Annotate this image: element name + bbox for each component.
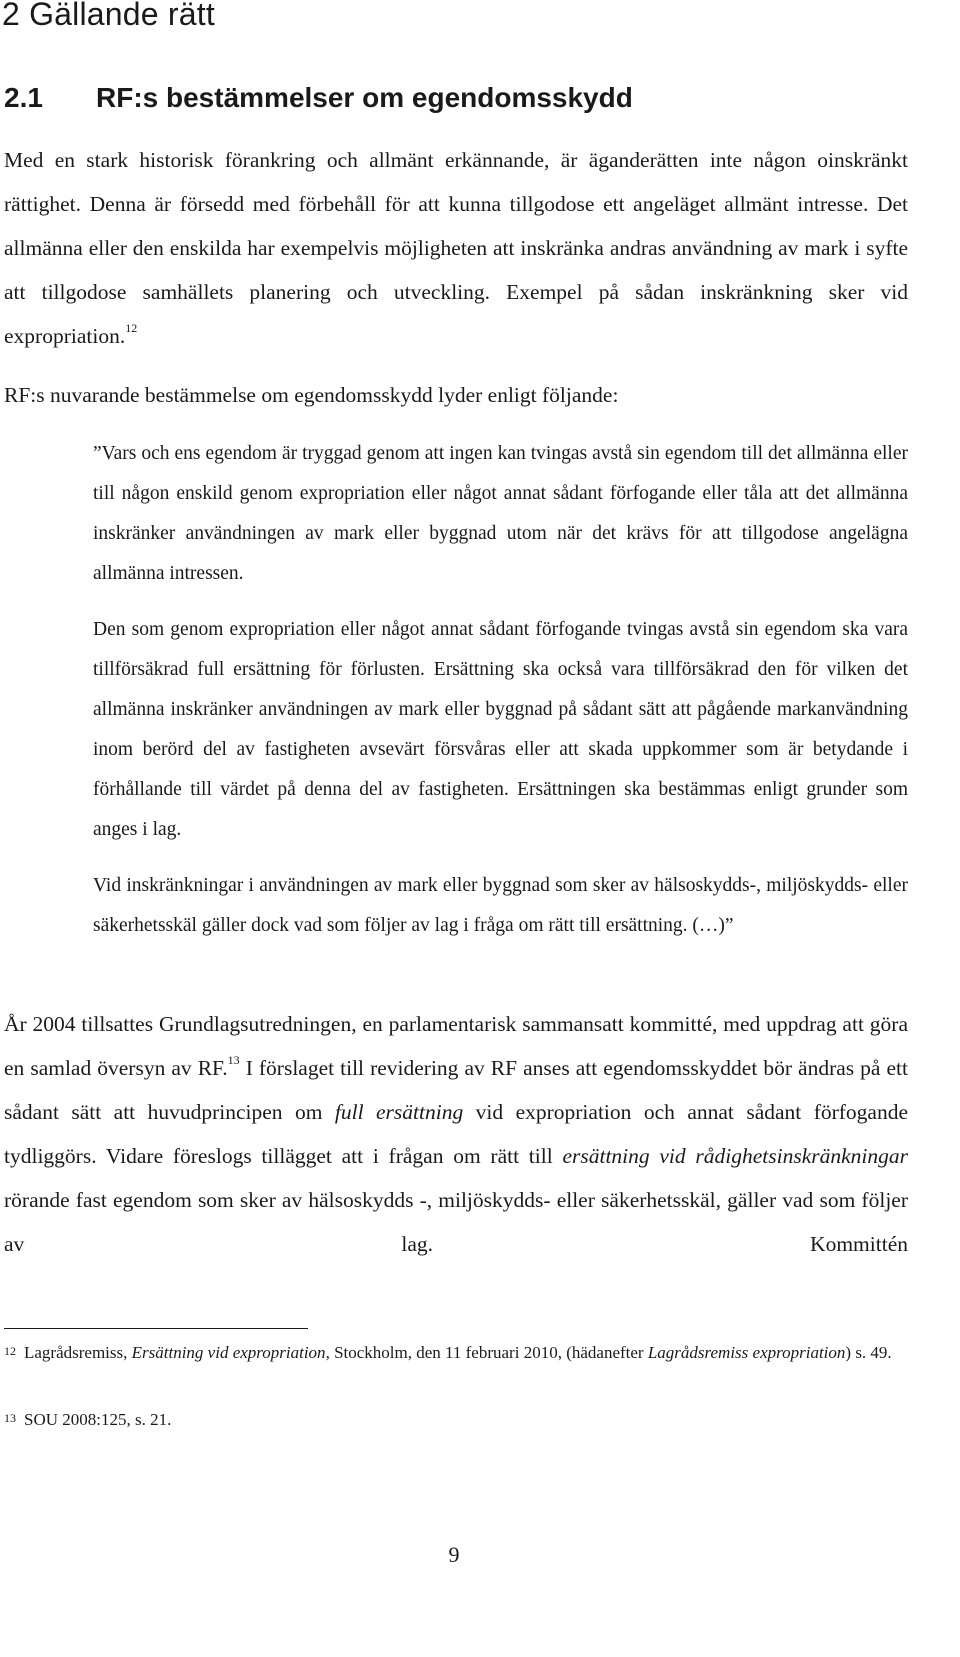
footnote-text-b: , Stockholm, den 11 februari 2010, (hädanefter xyxy=(325,1343,648,1362)
quote-paragraph-3: Vid inskränkningar i användningen av mark eller byggnad som sker av hälsoskydds-, miljöskydds- eller säkerhetsskäl gäller dock vad som följer av lag i fråga om rätt till ersättning. (…)” xyxy=(93,875,908,936)
footnote-text-c: ) s. 49. xyxy=(845,1343,892,1362)
body-paragraph-3 xyxy=(4,1002,908,1266)
footnote-13 xyxy=(4,1408,908,1433)
section-title: RF:s bestämmelser om egendomsskydd xyxy=(96,82,633,113)
emphasis-ersattning-radighet: ersättning vid rådighetsinskränkningar xyxy=(562,1144,909,1168)
body-paragraph-1 xyxy=(4,138,908,358)
quote-paragraph-2: Den som genom expropriation eller något annat sådant förfogande tvingas avstå sin egendom ska vara tillförsäkrad full ersättning för förlusten. Ersättning ska också vara tillförsäkrad den för vilken det allmänna inskränker användningen av mark eller byggnad på sådant sätt att pågående markanvändning inom berörd del av fastigheten avsevärt försvåras eller att skada uppkommer som är betydande i förhållande till värdet på denna del av fastigheten. Ersättningen ska bestämmas enligt grunder som anges i lag. xyxy=(93,619,908,840)
footnote-text: SOU 2008:125, s. 21. xyxy=(24,1410,172,1429)
quote-paragraph-1: ”Vars och ens egendom är tryggad genom att ingen kan tvingas avstå sin egendom till det allmänna eller till någon enskild genom expropriation eller något annat sådant förfogande eller tåla att det allmänna inskränker användningen av mark eller byggnad utom när det krävs för att tillgodose angelägna allmänna intressen. xyxy=(93,443,908,584)
body-paragraph-2: RF:s nuvarande bestämmelse om egendomsskydd lyder enligt följande: xyxy=(4,383,619,407)
section-number: 2.1 xyxy=(4,82,43,113)
paragraph-text-c: vid expropriation och annat sådant förfogande tydliggörs. Vidare föreslogs tillägget att i frågan om rätt till xyxy=(4,1100,909,1168)
footnote-number: 12 xyxy=(4,1344,16,1358)
section-heading xyxy=(4,80,633,116)
footnote-number: 13 xyxy=(4,1411,16,1425)
emphasis-full-ersattning: full ersättning xyxy=(334,1100,464,1124)
footnote-ref-13: 13 xyxy=(227,1052,240,1067)
page-number: 9 xyxy=(448,1542,460,1567)
paragraph-text: Med en stark historisk förankring och allmänt erkännande, är äganderätten inte någon oinskränkt rättighet. Denna är försedd med förbehåll för att kunna tillgodose ett angeläget allmänt intresse. Det allmänna eller den enskilda har exempelvis möjligheten att inskränka andras användning av mark i syfte att tillgodose samhällets planering och utveckling. Exempel på sådan inskränkning sker vid expropriation. xyxy=(4,148,908,348)
chapter-heading: 2 Gällande rätt xyxy=(2,0,215,32)
footnote-short-title-emphasis: Lagrådsremiss expropriation xyxy=(647,1343,846,1362)
footnote-title-emphasis: Ersättning vid expropriation xyxy=(131,1343,326,1362)
paragraph-text-a: År 2004 tillsattes Grundlagsutredningen, en parlamentarisk sammansatt kommitté, med uppdrag att göra en samlad översyn av RF. xyxy=(4,1012,908,1080)
paragraph-text-d: rörande fast egendom som sker av hälsoskydds -, miljöskydds- eller säkerhetsskäl, gäller vad som följer av lag. Kommittén xyxy=(4,1188,908,1256)
footnote-text-a: Lagrådsremiss, xyxy=(24,1343,132,1362)
footnote-separator xyxy=(4,1328,308,1329)
footnote-12 xyxy=(4,1341,922,1366)
paragraph-text-b: I förslaget till revidering av RF anses att egendomsskyddet bör ändras på ett sådant sätt att huvudprincipen om xyxy=(4,1056,908,1124)
footnote-ref-12: 12 xyxy=(125,320,138,335)
